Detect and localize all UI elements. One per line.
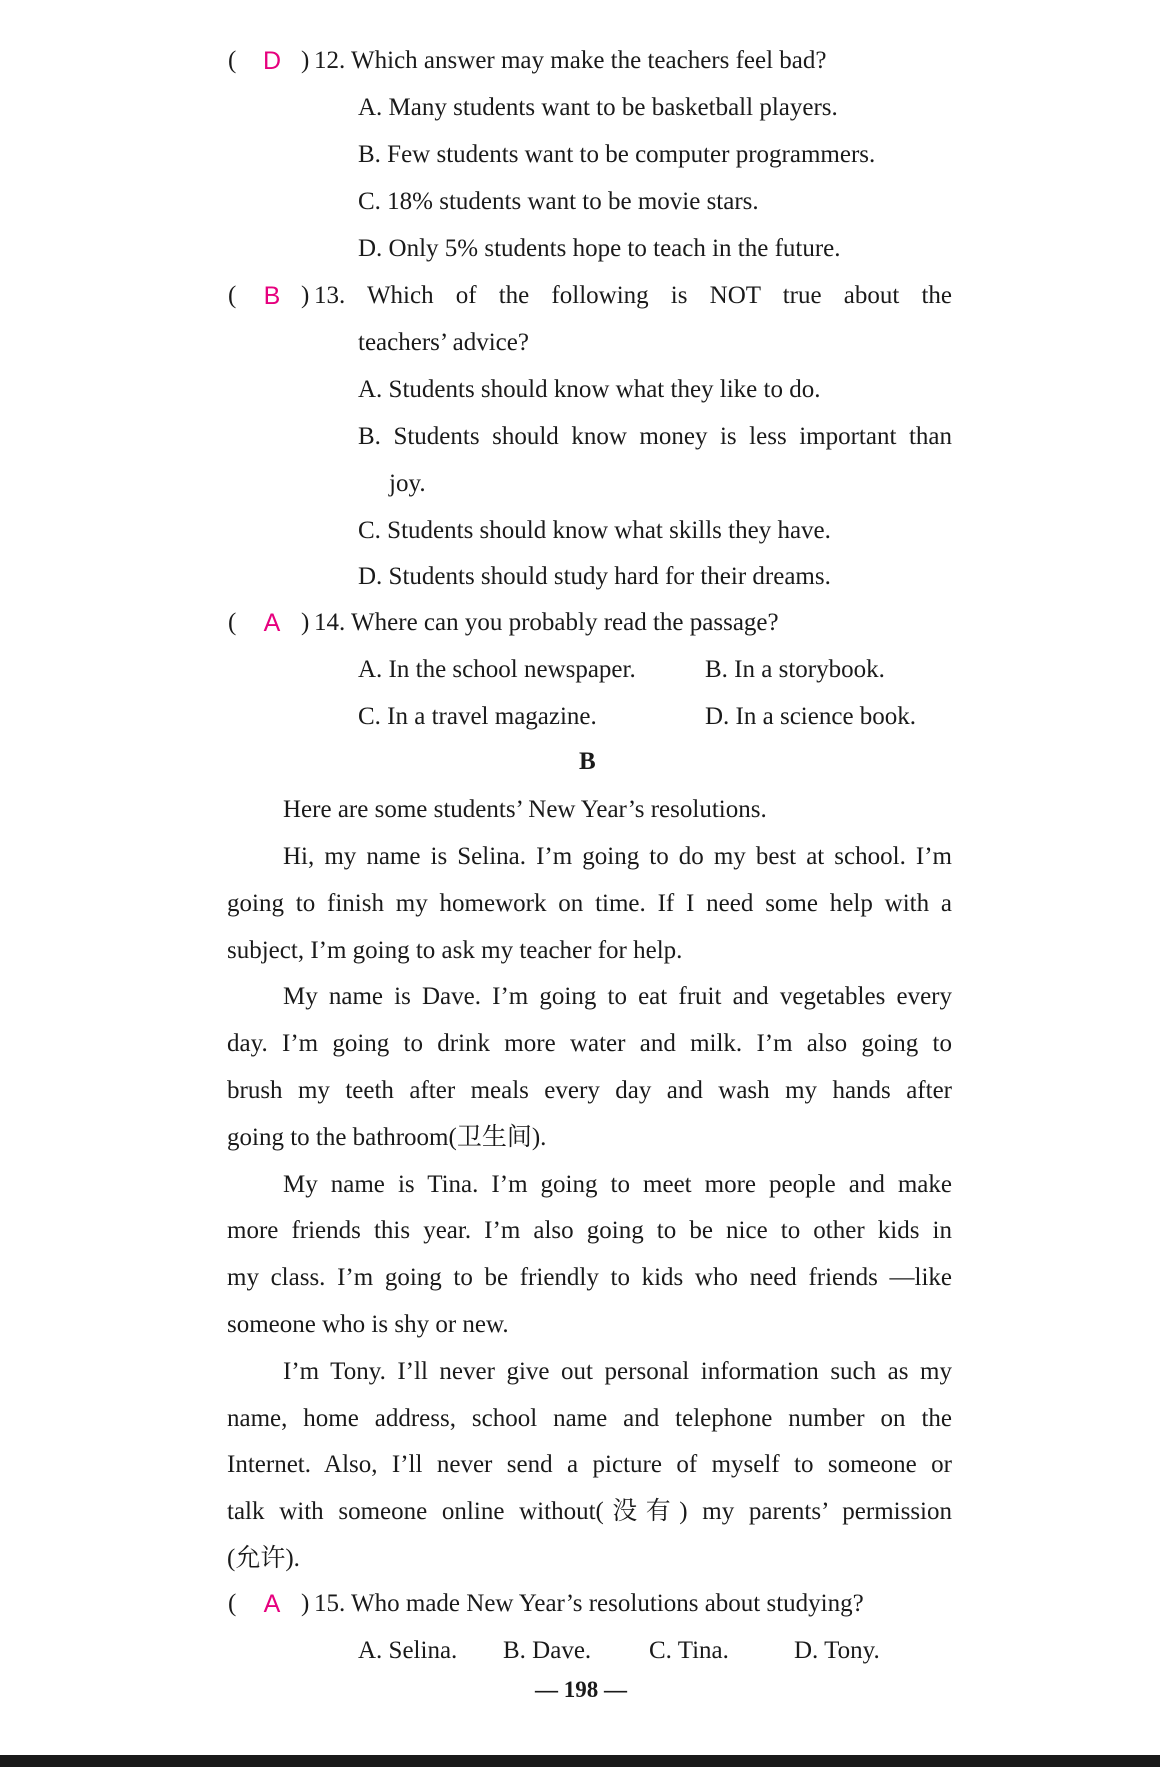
paragraph-line: My name is Tina. I’m going to meet more people and make [283, 1171, 952, 1198]
bottom-edge-bar [0, 1755, 1160, 1767]
option-c: C. Tina. [649, 1637, 729, 1664]
option-a: A. Selina. [358, 1637, 458, 1664]
paragraph-line: my class. I’m going to be friendly to kids who need friends —like [227, 1264, 952, 1291]
answer-paren-close: ) [301, 609, 310, 636]
option-d: D. Students should study hard for their dreams. [358, 563, 831, 590]
question-stem: 12. Which answer may make the teachers feel bad? [314, 47, 827, 74]
answer-paren-open: ( [228, 1590, 237, 1617]
passage-intro: Here are some students’ New Year’s resolutions. [283, 796, 767, 823]
paragraph-line: name, home address, school name and telephone number on the [227, 1405, 952, 1432]
paragraph-line: more friends this year. I’m also going to be nice to other kids in [227, 1217, 952, 1244]
option-c: C. 18% students want to be movie stars. [358, 188, 759, 215]
answer-paren-open: ( [228, 609, 237, 636]
option-b: B. Dave. [503, 1637, 592, 1664]
option-c: C. In a travel magazine. [358, 703, 597, 730]
option-b: B. Few students want to be computer programmers. [358, 141, 876, 168]
option-d: D. Tony. [794, 1637, 880, 1664]
paragraph-line: Internet. Also, I’ll never send a picture of myself to someone or [227, 1451, 952, 1478]
paragraph-line: someone who is shy or new. [227, 1311, 509, 1338]
paragraph-line: (允许). [227, 1545, 300, 1572]
answer-paren-close: ) [301, 47, 310, 74]
page-number: — 198 — [535, 1677, 627, 1702]
option-d: D. Only 5% students hope to teach in the future. [358, 235, 841, 262]
option-a: A. Students should know what they like to do. [358, 376, 821, 403]
answer-paren-open: ( [228, 47, 237, 74]
answer-paren-close: ) [301, 1590, 310, 1617]
paragraph-line: I’m Tony. I’ll never give out personal information such as my [283, 1358, 952, 1385]
paragraph-line: talk with someone online without(没有) my parents’ permission [227, 1498, 952, 1525]
option-b: B. In a storybook. [705, 656, 885, 683]
paragraph-line: day. I’m going to drink more water and milk. I’m also going to [227, 1030, 952, 1057]
question-stem: 14. Where can you probably read the passage? [314, 609, 779, 636]
option-a: A. In the school newspaper. [358, 656, 636, 683]
paragraph-line: Hi, my name is Selina. I’m going to do my best at school. I’m [283, 843, 952, 870]
paragraph-line: My name is Dave. I’m going to eat fruit and vegetables every [283, 983, 952, 1010]
option-c: C. Students should know what skills they have. [358, 517, 831, 544]
paragraph-line: subject, I’m going to ask my teacher for help. [227, 937, 683, 964]
paragraph-line: going to the bathroom(卫生间). [227, 1124, 547, 1151]
option-a: A. Many students want to be basketball players. [358, 94, 838, 121]
question-stem: 13. Which of the following is NOT true about the [314, 282, 952, 309]
answer-mark: A [263, 1590, 281, 1618]
paragraph-line: brush my teeth after meals every day and wash my hands after [227, 1077, 952, 1104]
question-stem: 15. Who made New Year’s resolutions about studying? [314, 1590, 864, 1617]
question-stem-continued: teachers’ advice? [358, 329, 529, 356]
answer-mark: B [263, 282, 281, 310]
answer-mark: A [263, 609, 281, 637]
answer-mark: D [262, 47, 282, 75]
answer-paren-open: ( [228, 282, 237, 309]
section-heading: B [579, 748, 596, 775]
paragraph-line: going to finish my homework on time. If I need some help with a [227, 890, 952, 917]
answer-paren-close: ) [301, 282, 310, 309]
option-b-continued: joy. [389, 470, 426, 497]
option-d: D. In a science book. [705, 703, 917, 730]
option-b: B. Students should know money is less important than [358, 423, 952, 450]
